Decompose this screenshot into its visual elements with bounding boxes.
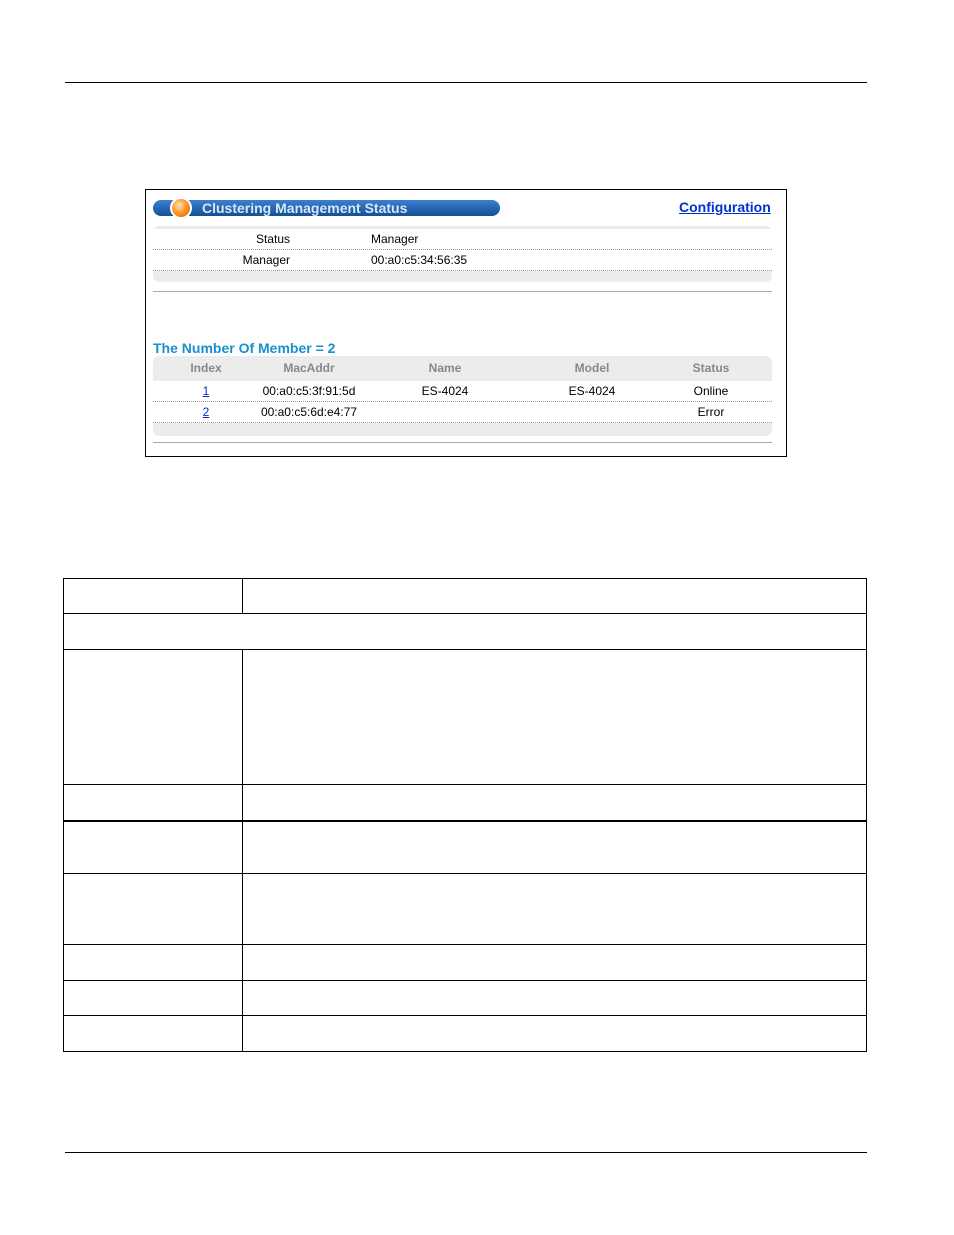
table-cell — [64, 579, 243, 614]
header-rule — [65, 82, 867, 83]
table-row — [64, 614, 867, 650]
footer-rule — [65, 1152, 867, 1153]
header-status: Status — [692, 361, 730, 375]
table-cell — [243, 981, 867, 1016]
status-row — [153, 229, 772, 250]
member-name: ES-4024 — [421, 384, 469, 398]
divider — [153, 291, 772, 292]
table-row — [64, 579, 867, 614]
table-row — [64, 945, 867, 981]
member-table-header — [153, 356, 772, 380]
table-row — [64, 981, 867, 1016]
table-row — [64, 650, 867, 785]
table-cell — [243, 1016, 867, 1052]
member-count: The Number Of Member = 2 — [153, 340, 336, 356]
table-cell — [64, 821, 243, 874]
header-model: Model — [574, 361, 610, 375]
member-mac: 00:a0:c5:6d:e4:77 — [260, 405, 358, 419]
table-cell — [64, 1016, 243, 1052]
field-description-table — [63, 578, 867, 1052]
member-status: Error — [697, 405, 725, 419]
table-cell — [243, 874, 867, 945]
member-status: Online — [693, 384, 729, 398]
configuration-link[interactable]: Configuration — [679, 199, 771, 215]
member-model: ES-4024 — [568, 384, 616, 398]
table-cell — [64, 785, 243, 821]
table-row — [64, 821, 867, 874]
title-bar — [153, 200, 500, 216]
status-value: Manager — [371, 232, 419, 246]
table-cell — [64, 874, 243, 945]
table-cell — [243, 945, 867, 981]
table-cell — [64, 945, 243, 981]
table-row — [64, 874, 867, 945]
table-cell — [64, 650, 243, 785]
table-row — [153, 381, 772, 402]
table-cell — [64, 614, 867, 650]
header-name: Name — [428, 361, 462, 375]
orb-icon — [170, 197, 192, 219]
table-cell — [243, 650, 867, 785]
divider — [153, 442, 772, 443]
table-row — [64, 785, 867, 821]
status-label: Status — [255, 232, 290, 246]
member-index-link[interactable]: 2 — [202, 405, 210, 419]
manager-row — [153, 250, 772, 271]
clustering-status-screenshot — [145, 189, 787, 457]
manager-value: 00:a0:c5:34:56:35 — [371, 253, 468, 267]
table-cell — [243, 579, 867, 614]
table-cell — [243, 785, 867, 821]
status-box — [153, 226, 772, 282]
table-cell — [64, 981, 243, 1016]
member-mac: 00:a0:c5:3f:91:5d — [262, 384, 356, 398]
table-row — [64, 1016, 867, 1052]
panel-title: Clustering Management Status — [202, 200, 408, 216]
table-cell — [243, 821, 867, 874]
table-row — [153, 402, 772, 423]
manager-label: Manager — [242, 253, 290, 267]
header-macaddr: MacAddr — [283, 361, 335, 375]
header-index: Index — [190, 361, 222, 375]
member-table — [153, 356, 772, 436]
member-index-link[interactable]: 1 — [202, 384, 210, 398]
